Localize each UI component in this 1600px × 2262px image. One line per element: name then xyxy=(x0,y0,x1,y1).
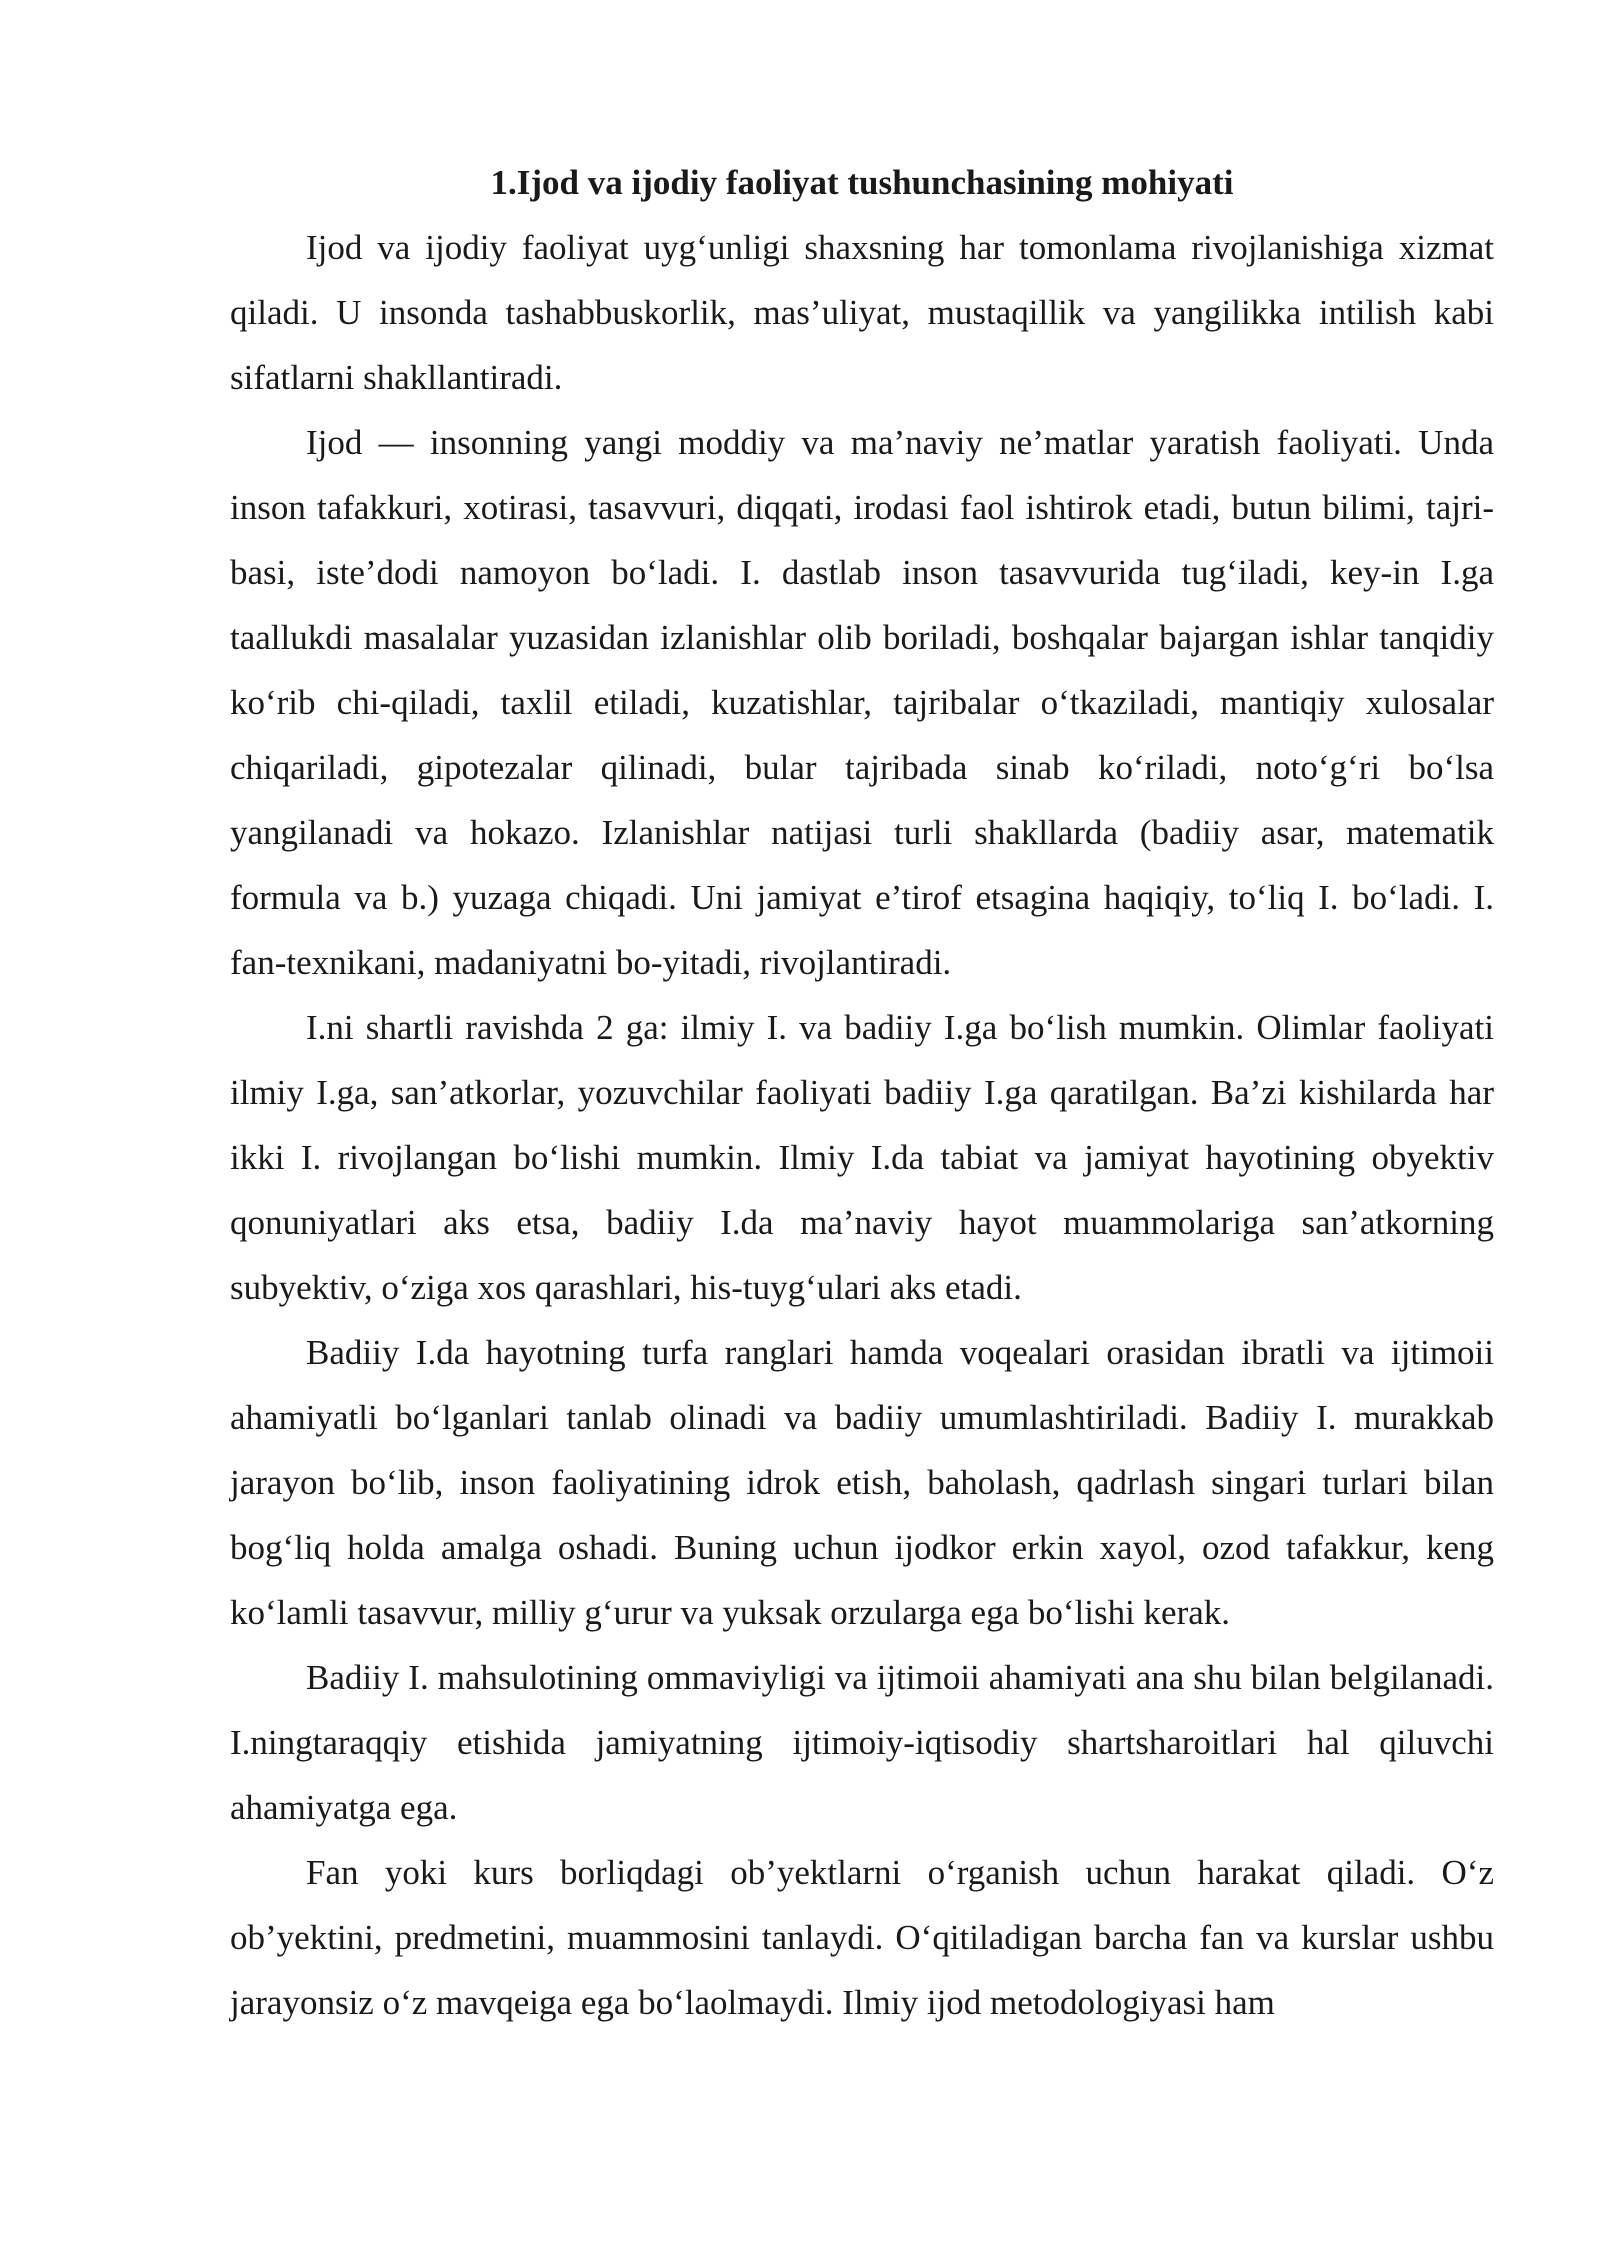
paragraph: Badiiy I. mahsulotining ommaviyligi va ijtimoii ahamiyati ana shu bilan belgilanadi. I.ningtaraqqiy etishida jamiyatning ijtimoiy-iqtisodiy shartsharoitlari hal qiluvchi ahamiyatga ega. xyxy=(230,1658,1494,1827)
paragraph: Fan yoki kurs borliqdagi ob’yektlarni o‘rganish uchun harakat qiladi. O‘z ob’yektini, predmetini, muammosini tanlaydi. O‘qitiladigan barcha fan va kurslar ushbu jarayonsiz o‘z mavqeiga ega bo‘laolmaydi. Ilmiy ijod metodologiyasi ham xyxy=(230,1853,1494,2022)
paragraph: I.ni shartli ravishda 2 ga: ilmiy I. va badiiy I.ga bo‘lish mumkin. Olimlar faoliyati ilmiy I.ga, san’atkorlar, yozuvchilar faoliyati badiiy I.ga qaratilgan. Ba’zi kishilarda har ikki I. rivojlangan bo‘lishi mumkin. Ilmiy I.da tabiat va jamiyat hayotining obyektiv qonuniyatlari aks etsa, badiiy I.da ma’naviy hayot muammolariga san’atkorning subyektiv, o‘ziga xos qarashlari, his-tuyg‘ulari aks etadi. xyxy=(230,1008,1494,1307)
document-body xyxy=(230,150,1494,2035)
paragraph: Ijod — insonning yangi moddiy va ma’naviy ne’matlar yaratish faoliyati. Unda inson tafakkuri, xotirasi, tasavvuri, diqqati, irodasi faol ishtirok etadi, butun bilimi, tajri-basi, iste’dodi namoyon bo‘ladi. I. dastlab inson tasavvurida tug‘iladi, key-in I.ga taallukdi masalalar yuzasidan izlanishlar olib boriladi, boshqalar bajargan ishlar tanqidiy ko‘rib chi-qiladi, taxlil etiladi, kuzatishlar, tajribalar o‘tkaziladi, mantiqiy xulosalar chiqariladi, gipotezalar qilinadi, bular tajribada sinab ko‘riladi, noto‘g‘ri bo‘lsa yangilanadi va hokazo. Izlanishlar natijasi turli shakllarda (badiiy asar, matematik formula va b.) yuzaga chiqadi. Uni jamiyat e’tirof etsagina haqiqiy, to‘liq I. bo‘ladi. I. fan-texnikani, madaniyatni bo-yitadi, rivojlantiradi. xyxy=(230,423,1494,982)
document-title: 1.Ijod va ijodiy faoliyat tushunchasining mohiyati xyxy=(490,163,1234,202)
paragraph: Badiiy I.da hayotning turfa ranglari hamda voqealari orasidan ibratli va ijtimoii ahamiyatli bo‘lganlari tanlab olinadi va badiiy umumlashtiriladi. Badiiy I. murakkab jarayon bo‘lib, inson faoliyatining idrok etish, baholash, qadrlash singari turlari bilan bog‘liq holda amalga oshadi. Buning uchun ijodkor erkin xayol, ozod tafakkur, keng ko‘lamli tasavvur, milliy g‘urur va yuksak orzularga ega bo‘lishi kerak. xyxy=(230,1333,1494,1632)
paragraph: Ijod va ijodiy faoliyat uyg‘unligi shaxsning har tomonlama rivojlanishiga xizmat qiladi. U insonda tashabbuskorlik, mas’uliyat, mustaqillik va yangilikka intilish kabi sifatlarni shakllantiradi. xyxy=(230,228,1494,397)
